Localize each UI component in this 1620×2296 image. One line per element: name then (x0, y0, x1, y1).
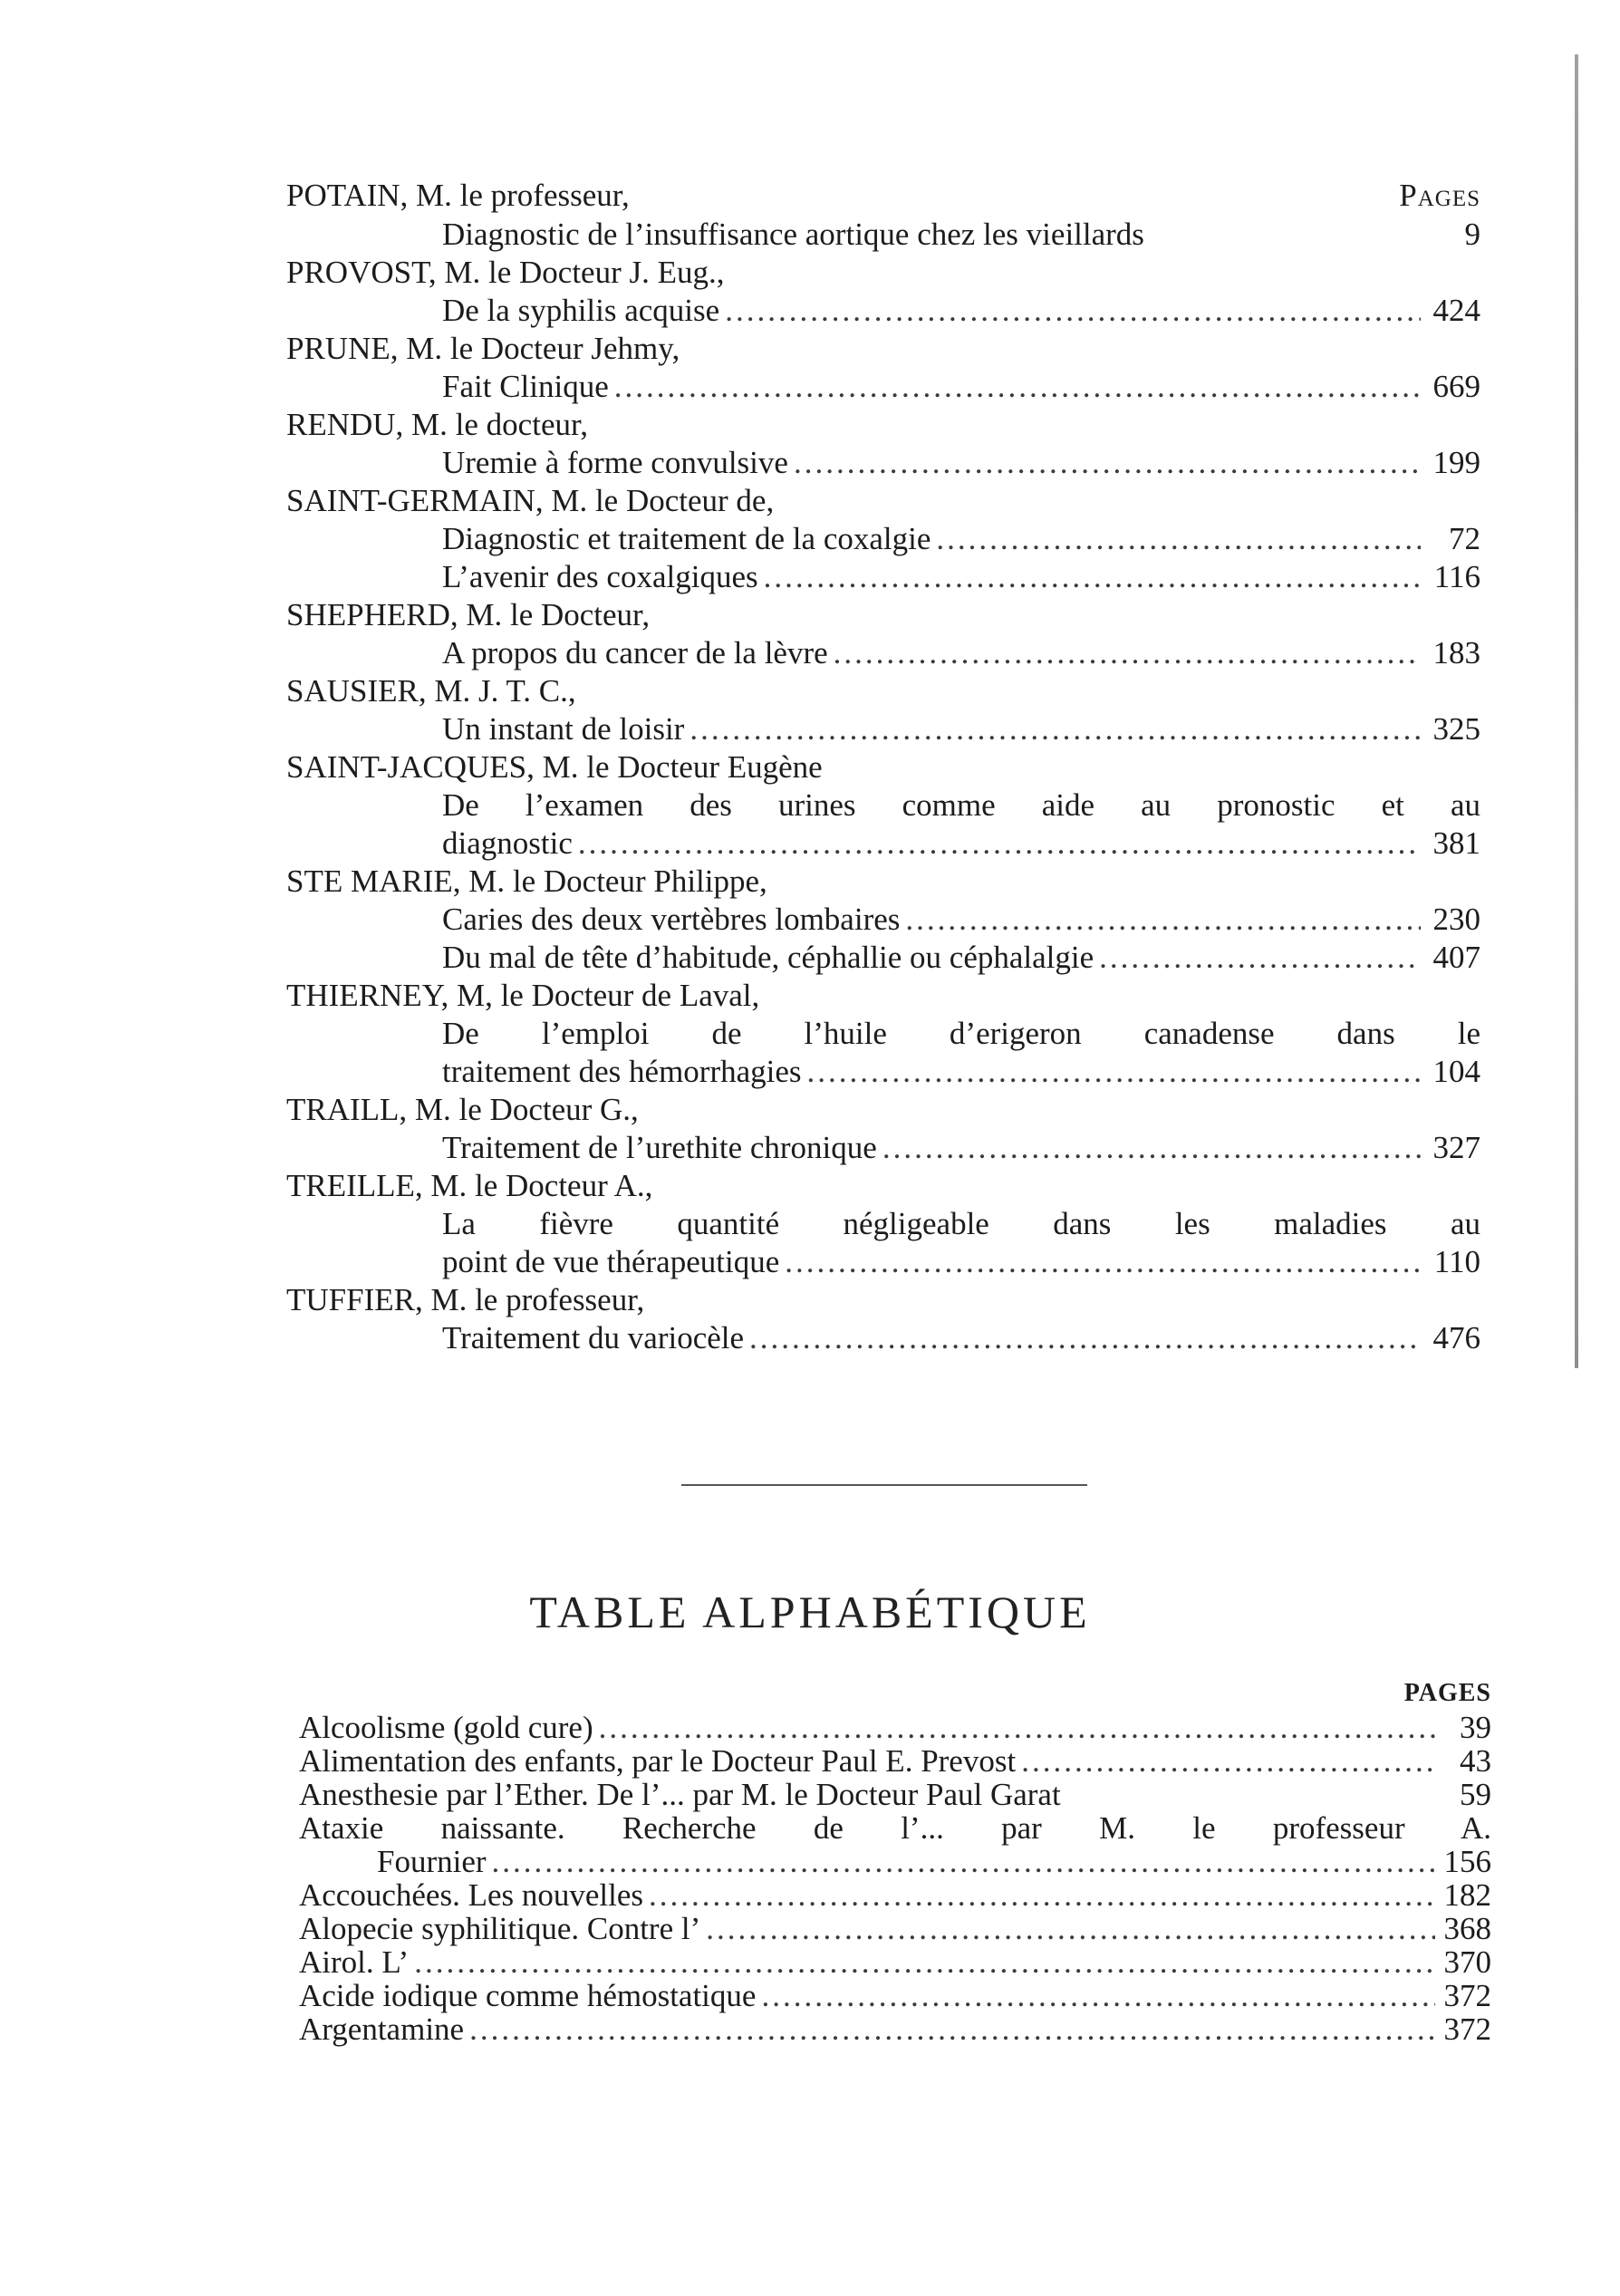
author-block (286, 254, 1480, 330)
page-number: 199 (1432, 445, 1480, 480)
author-name: STE MARIE, M. le Docteur Philippe, (286, 863, 767, 899)
leader-dots (614, 368, 1421, 406)
author-block (286, 596, 1480, 672)
article-title-line: De l’examen des urines comme aide au pronostic et au (442, 787, 1480, 823)
alphabetical-table-title: TABLE ALPHABÉTIQUE (529, 1587, 1091, 1637)
article-title-final-line (442, 520, 1480, 558)
alpha-entry-text: Anesthesie par l’Ether. De l’... par M. le Docteur Paul Garat (299, 1777, 1061, 1812)
author-name: SAINT-JACQUES, M. le Docteur Eugène (286, 749, 823, 785)
alpha-entry-text: Alimentation des enfants, par le Docteur Paul E. Prevost (299, 1743, 1017, 1779)
author-block (286, 178, 1480, 254)
article-title: Fait Clinique (442, 369, 609, 404)
leader-dots (882, 1129, 1421, 1167)
page-number: 407 (1432, 940, 1480, 975)
page-number: 156 (1443, 1844, 1491, 1879)
author-block (286, 406, 1480, 482)
leader-dots (761, 1979, 1435, 2012)
article-entry (442, 901, 1480, 939)
article-title-final-line (442, 710, 1480, 748)
pages-column-label: Pages (1399, 178, 1480, 213)
leader-dots (785, 1243, 1421, 1281)
author-name: SAINT-GERMAIN, M. le Docteur de, (286, 483, 775, 518)
author-block (286, 1281, 1480, 1357)
article-entry (442, 368, 1480, 406)
author-name: PRUNE, M. le Docteur Jehmy, (286, 331, 680, 366)
page-number: 230 (1432, 902, 1480, 937)
author-name: SHEPHERD, M. le Docteur, (286, 597, 651, 632)
alpha-entry-final-line (299, 1744, 1491, 1778)
author-block (286, 672, 1480, 748)
alpha-entry (299, 1945, 1491, 1979)
article-title-final-line (442, 1129, 1480, 1167)
alpha-entry (299, 1912, 1491, 1945)
article-title: Du mal de tête d’habitude, céphallie ou céphalalgie (442, 940, 1094, 975)
leader-dots (807, 1053, 1421, 1091)
leader-dots (492, 1845, 1435, 1878)
author-name: SAUSIER, M. J. T. C., (286, 673, 576, 709)
article-title-final-line (442, 634, 1480, 672)
alpha-entry (299, 1711, 1491, 1744)
alpha-entry-final-line (299, 1912, 1491, 1945)
article-entry (442, 520, 1480, 558)
author-block (286, 482, 1480, 596)
article-title-final-line (442, 216, 1480, 254)
page-number: 424 (1432, 293, 1480, 328)
authors-header (286, 178, 1480, 216)
alpha-entry (299, 1811, 1491, 1878)
alphabetical-index (299, 1673, 1491, 2046)
alpha-entry (299, 1744, 1491, 1778)
article-entry (442, 1129, 1480, 1167)
article-title: point de vue thérapeutique (442, 1244, 780, 1279)
article-title-final-line (442, 1053, 1480, 1091)
article-title: traitement des hémorrhagies (442, 1054, 802, 1089)
article-entry (442, 444, 1480, 482)
leader-dots (649, 1878, 1435, 1912)
author-name: TREILLE, M. le Docteur A., (286, 1168, 653, 1203)
author-name: TUFFIER, M. le professeur, (286, 1282, 645, 1317)
author-name: RENDU, M. le docteur, (286, 407, 588, 442)
article-title-final-line (442, 825, 1480, 863)
section-separator (681, 1484, 1087, 1486)
article-title-final-line (442, 292, 1480, 330)
leader-dots (749, 1319, 1421, 1357)
alpha-entry-final-line (299, 1979, 1491, 2012)
leader-dots (578, 825, 1421, 863)
author-block (286, 977, 1480, 1091)
article-entry (442, 786, 1480, 863)
page-number: 372 (1443, 2011, 1491, 2047)
page-number: 368 (1443, 1911, 1491, 1946)
alpha-entry-text: Fournier (377, 1844, 487, 1879)
leader-dots (414, 1945, 1435, 1979)
article-entry (442, 710, 1480, 748)
leader-dots (764, 558, 1421, 596)
article-title: A propos du cancer de la lèvre (442, 635, 828, 670)
alpha-entry (299, 1979, 1491, 2012)
leader-dots (706, 1912, 1435, 1945)
page-number: 476 (1432, 1320, 1480, 1355)
page-number: 59 (1460, 1777, 1491, 1812)
page-number: 39 (1460, 1710, 1491, 1745)
alpha-entry (299, 1778, 1491, 1811)
article-title-final-line (442, 1243, 1480, 1281)
article-title: Uremie à forme convulsive (442, 445, 788, 480)
alpha-header (299, 1673, 1491, 1711)
author-block (286, 1167, 1480, 1281)
article-title: Diagnostic de l’insuffisance aortique chez les vieillards (442, 217, 1144, 252)
leader-dots (725, 292, 1421, 330)
leader-dots (469, 2012, 1435, 2046)
page-number: 325 (1432, 711, 1480, 747)
article-title-line: La fièvre quantité négligeable dans les maladies au (442, 1206, 1480, 1241)
alpha-entry-text: Alopecie syphilitique. Contre l’ (299, 1911, 701, 1946)
page-number: 110 (1433, 1244, 1480, 1279)
page-number: 72 (1449, 521, 1480, 556)
article-title: Traitement du variocèle (442, 1320, 745, 1355)
page-number: 116 (1433, 559, 1480, 594)
alpha-entry-final-line (299, 1945, 1491, 1979)
page-number: 372 (1443, 1978, 1491, 2013)
alpha-entry-final-line (377, 1845, 1491, 1878)
page-number: 43 (1460, 1743, 1491, 1779)
article-title: De la syphilis acquise (442, 293, 720, 328)
article-title-line: De l’emploi de l’huile d’erigeron canadense dans le (442, 1016, 1480, 1051)
author-name: THIERNEY, M, le Docteur de Laval, (286, 978, 760, 1013)
article-entry (442, 292, 1480, 330)
leader-dots (834, 634, 1421, 672)
article-title: Caries des deux vertèbres lombaires (442, 902, 901, 937)
article-title: L’avenir des coxalgiques (442, 559, 758, 594)
page-number: 182 (1443, 1877, 1491, 1913)
article-title: diagnostic (442, 825, 573, 861)
article-entry (442, 216, 1480, 254)
page-number: 669 (1432, 369, 1480, 404)
page-number: 381 (1432, 825, 1480, 861)
leader-dots (1099, 939, 1421, 977)
article-title-final-line (442, 558, 1480, 596)
article-title: Diagnostic et traitement de la coxalgie (442, 521, 931, 556)
page-number: 9 (1464, 217, 1480, 252)
alpha-entry (299, 1878, 1491, 1912)
author-block (286, 330, 1480, 406)
page-number: 104 (1432, 1054, 1480, 1089)
author-block (286, 863, 1480, 977)
alpha-entry-line: Ataxie naissante. Recherche de l’... par M. le professeur A. (299, 1810, 1491, 1846)
article-entry (442, 1319, 1480, 1357)
alpha-entry (299, 2012, 1491, 2046)
article-entry (442, 634, 1480, 672)
page-number: 183 (1432, 635, 1480, 670)
author-block (286, 1091, 1480, 1167)
leader-dots (599, 1711, 1435, 1744)
article-title-final-line (442, 368, 1480, 406)
page-number: 327 (1432, 1130, 1480, 1165)
scan-edge (1575, 54, 1578, 1368)
leader-dots (905, 901, 1421, 939)
author-name: TRAILL, M. le Docteur G., (286, 1092, 639, 1127)
authors-index (286, 178, 1480, 1357)
article-title-final-line (442, 1319, 1480, 1357)
author-name: PROVOST, M. le Docteur J. Eug., (286, 255, 725, 290)
alpha-entry-text: Accouchées. Les nouvelles (299, 1877, 643, 1913)
article-title: Un instant de loisir (442, 711, 685, 747)
alpha-entry-final-line (299, 1878, 1491, 1912)
alpha-entry-text: Acide iodique comme hémostatique (299, 1978, 757, 2013)
article-entry (442, 1205, 1480, 1281)
leader-dots (794, 444, 1421, 482)
article-title-final-line (442, 444, 1480, 482)
article-entry (442, 558, 1480, 596)
article-title: Traitement de l’urethite chronique (442, 1130, 877, 1165)
leader-dots (936, 520, 1421, 558)
alpha-entry-text: Airol. L’ (299, 1944, 410, 1980)
article-entry (442, 1015, 1480, 1091)
author-block (286, 748, 1480, 863)
pages-column-label: PAGES (1403, 1679, 1491, 1707)
alpha-entry-final-line (299, 2012, 1491, 2046)
alpha-entry-text: Argentamine (299, 2011, 465, 2047)
alpha-entry-final-line (299, 1778, 1491, 1811)
alpha-entry-final-line (299, 1711, 1491, 1744)
leader-dots (689, 710, 1421, 748)
article-title-final-line (442, 939, 1480, 977)
article-entry (442, 939, 1480, 977)
leader-dots (1021, 1744, 1435, 1778)
page-number: 370 (1443, 1944, 1491, 1980)
alpha-entry-text: Alcoolisme (gold cure) (299, 1710, 593, 1745)
article-title-final-line (442, 901, 1480, 939)
author-name: POTAIN, M. le professeur, (286, 178, 630, 213)
